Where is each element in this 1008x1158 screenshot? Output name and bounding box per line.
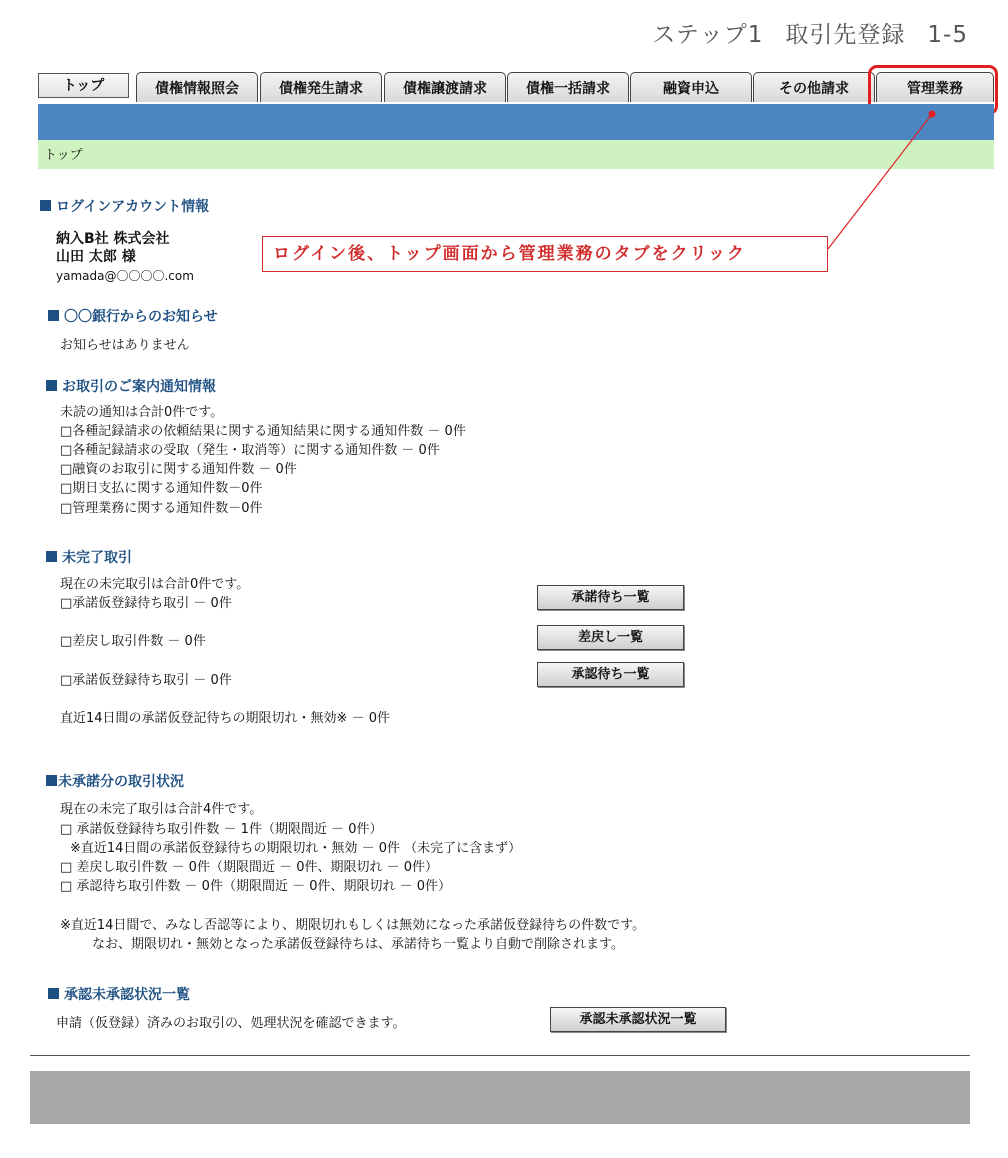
unapproved-line: □ 承認待ち取引件数 － 0件（期限間近 － 0件、期限切れ － 0件） <box>60 879 452 894</box>
unapproved-heading: 未承諾分の取引状況 <box>46 771 184 791</box>
bank-notice-heading: 〇〇銀行からのお知らせ <box>48 306 218 326</box>
notification-line: □融資のお取引に関する通知件数 － 0件 <box>60 462 297 477</box>
incomplete-row-text: □差戻し取引件数 － 0件 <box>60 634 206 649</box>
step-name: 取引先登録 <box>785 22 906 48</box>
unapproved-line: ※直近14日間の承諾仮登録待ちの期限切れ・無効 － 0件 （未完了に含まず） <box>70 841 522 856</box>
pending-approval-list-button[interactable]: 承認待ち一覧 <box>537 662 684 687</box>
bank-notice-text: お知らせはありません <box>60 338 190 353</box>
notification-heading: お取引のご案内通知情報 <box>46 376 216 396</box>
unapproved-note: ※直近14日間で、みなし否認等により、期限切れもしくは無効になった承諾仮登録待ちの件数です。 <box>60 918 646 933</box>
square-bullet-icon <box>46 380 57 391</box>
footer-divider <box>30 1055 970 1056</box>
user-name: 山田 太郎 様 <box>56 249 136 265</box>
tab-management[interactable]: 管理業務 <box>876 72 994 102</box>
tab-claim-inquiry[interactable]: 債権情報照会 <box>136 72 258 102</box>
notification-line: □管理業務に関する通知件数－0件 <box>60 501 263 516</box>
tab-claim-issuance[interactable]: 債権発生請求 <box>260 72 382 102</box>
notification-line: □各種記録請求の受取（発生・取消等）に関する通知件数 － 0件 <box>60 443 440 458</box>
step-label: ステップ1 <box>652 22 764 48</box>
tab-top[interactable]: トップ <box>38 73 129 98</box>
notification-line: □期日支払に関する通知件数－0件 <box>60 481 263 496</box>
returned-list-button[interactable]: 差戻し一覧 <box>537 625 684 650</box>
tab-financing[interactable]: 融資申込 <box>630 72 752 102</box>
square-bullet-icon <box>40 200 51 211</box>
callout-annotation: ログイン後、トップ画面から管理業務のタブをクリック <box>262 236 828 272</box>
unapproved-line: 現在の未完了取引は合計4件です。 <box>60 802 263 817</box>
company-name: 納入B社 株式会社 <box>56 231 170 247</box>
approval-status-list-button[interactable]: 承認未承認状況一覧 <box>550 1007 726 1032</box>
incomplete-row-text: □承諾仮登録待ち取引 － 0件 <box>60 596 232 611</box>
square-bullet-icon <box>48 310 59 321</box>
user-email: yamada@〇〇〇〇.com <box>56 269 194 283</box>
tab-other-requests[interactable]: その他請求 <box>753 72 875 102</box>
breadcrumb: トップ <box>38 140 994 169</box>
unapproved-line: □ 差戻し取引件数 － 0件（期限間近 － 0件、期限切れ － 0件） <box>60 860 439 875</box>
notification-line: 未読の通知は合計0件です。 <box>60 405 224 420</box>
square-bullet-icon <box>48 988 59 999</box>
unapproved-line: □ 承諾仮登録待ち取引件数 － 1件（期限間近 － 0件） <box>60 822 383 837</box>
incomplete-summary: 現在の未完取引は合計0件です。 <box>60 577 250 592</box>
square-bullet-icon <box>46 775 57 786</box>
login-account-heading: ログインアカウント情報 <box>40 196 209 216</box>
tab-claim-transfer[interactable]: 債権譲渡請求 <box>384 72 506 102</box>
pending-acceptance-list-button[interactable]: 承諾待ち一覧 <box>537 585 684 610</box>
incomplete-row-text: □承諾仮登録待ち取引 － 0件 <box>60 673 232 688</box>
expiry-line: 直近14日間の承諾仮登記待ちの期限切れ・無効※ － 0件 <box>60 711 390 726</box>
notification-line: □各種記録請求の依頼結果に関する通知結果に関する通知件数 － 0件 <box>60 424 466 439</box>
approval-status-heading: 承認未承認状況一覧 <box>48 984 190 1004</box>
incomplete-heading: 未完了取引 <box>46 547 132 567</box>
step-page: 1-5 <box>927 22 968 48</box>
unapproved-note: なお、期限切れ・無効となった承諾仮登録待ちは、承諾待ち一覧より自動で削除されます。 <box>92 937 624 952</box>
tab-bulk-claim[interactable]: 債権一括請求 <box>507 72 629 102</box>
square-bullet-icon <box>46 551 57 562</box>
approval-status-text: 申請（仮登録）済みのお取引の、処理状況を確認できます。 <box>56 1016 406 1031</box>
footer-bar <box>30 1071 970 1124</box>
